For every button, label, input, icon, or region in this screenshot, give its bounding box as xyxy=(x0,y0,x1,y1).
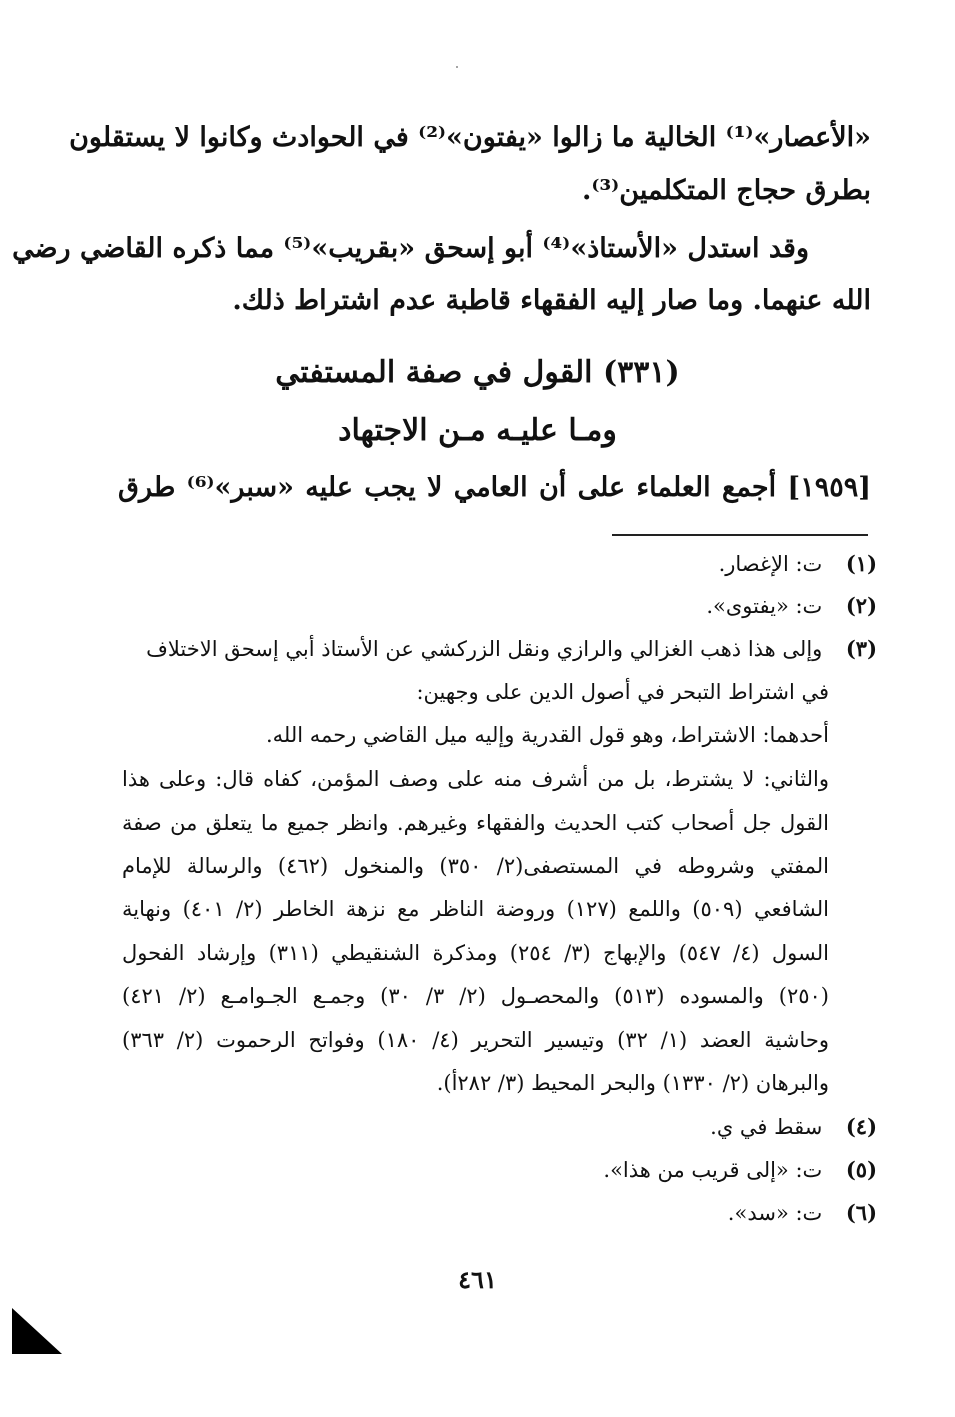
scan-speck xyxy=(456,66,458,68)
section-heading-line-1: (٣٣١) القول في صفة المستفتي xyxy=(275,355,680,390)
footnote-number: (١) xyxy=(845,551,877,576)
footnote-number: (٥) xyxy=(845,1157,877,1182)
body-line-1: «الأعصار»⁽¹⁾ الخالية ما زالوا «يفتون»⁽²⁾ في الحوادث وكانوا لا يستقلون xyxy=(69,122,871,153)
body-line-3: وقد استدل «الأستاذ»⁽⁴⁾ أبو إسحق «بقريب»⁽⁵⁾ مما ذكره القاضي رضي xyxy=(12,233,809,264)
footnote-number: (٦) xyxy=(845,1200,877,1225)
footnote-3-line: السول (٤/ ٥٤٧) والإبهاج (٣/ ٢٥٤) ومذكرة الشنقيطي (٣١١) وإرشاد الفحول xyxy=(122,941,829,965)
footnote-2 xyxy=(122,593,877,618)
footnote-text: ت: الإغصار. xyxy=(718,552,823,576)
footnote-3-line: الشافعي (٥٠٩) واللمع (١٢٧) وروضة الناظر مع نزهة الخاطر (٢/ ٤٠١) ونهاية xyxy=(122,897,829,921)
footnote-1 xyxy=(122,551,877,576)
footnote-number: (٤) xyxy=(845,1114,877,1139)
footnote-3-line: القول جل أصحاب كتب الحديث والفقهاء وغيرهم. وانظر جميع ما يتعلق من صفة xyxy=(122,811,829,835)
footnote-3-line: أحدهما: الاشتراط، وهو قول القدرية وإليه ميل القاضي رحمه الله. xyxy=(266,723,829,747)
footnote-3-line: والبرهان (٢/ ١٣٣٠) والبحر المحيط (٣/ ٢٨٢أ). xyxy=(436,1071,829,1095)
footnote-text: ت: «سد». xyxy=(727,1201,823,1225)
footnote-3-line: في اشتراط التبحر في أصول الدين على وجهين: xyxy=(416,680,829,704)
footnote-text: وإلى هذا ذهب الغزالي والرازي ونقل الزركشي عن الأستاذ أبي إسحق الاختلاف xyxy=(146,637,823,661)
footnote-3-line: وحاشية العضد (١/ ٣٢) وتيسير التحرير (٤/ ١٨٠) وفواتح الرحموت (٢/ ٣٦٣) xyxy=(122,1028,829,1052)
footnote-3-line: (٢٥٠) والمسوده (٥١٣) والمحصـول (٢/ ٣/ ٣٠) وجمـع الجـوامـع (٢/ ٤٢١) xyxy=(122,984,829,1008)
body-line-2: بطرق حجاج المتكلمين⁽³⁾. xyxy=(581,175,871,206)
body-line-4: الله عنهما. وما صار إليه الفقهاء قاطبة عدم اشتراط ذلك. xyxy=(232,285,871,316)
section-first-line: [١٩٥٩] أجمع العلماء على أن العامي لا يجب عليه «سبر»⁽⁶⁾ طرق xyxy=(118,472,871,503)
page-number: ٤٦١ xyxy=(458,1265,497,1294)
footnote-text: ت: «إلى قريب من هذا». xyxy=(603,1158,823,1182)
footnote-6 xyxy=(122,1200,877,1225)
footnote-3 xyxy=(122,636,877,661)
footnote-4 xyxy=(122,1114,877,1139)
footnote-5 xyxy=(122,1157,877,1182)
footnote-text: ت: «يفتوى». xyxy=(706,594,823,618)
footnote-3-line: المفتي وشروطه في المستصفى(٢/ ٣٥٠) والمنخول (٤٦٢) والرسالة للإمام xyxy=(122,854,830,878)
footnote-3-line: والثاني: لا يشترط، بل من أشرف منه على وصف المؤمن، كفاه قال: وعلى هذا xyxy=(122,767,829,791)
footnote-number: (٣) xyxy=(845,636,877,661)
section-heading-line-2: ومـا عليـه مـن الاجتهاد xyxy=(338,413,617,448)
footnote-text: سقط في ي. xyxy=(710,1115,823,1139)
triangle-arrow-icon[interactable] xyxy=(12,1308,64,1356)
footnote-number: (٢) xyxy=(845,593,877,618)
footnote-separator xyxy=(612,534,868,536)
